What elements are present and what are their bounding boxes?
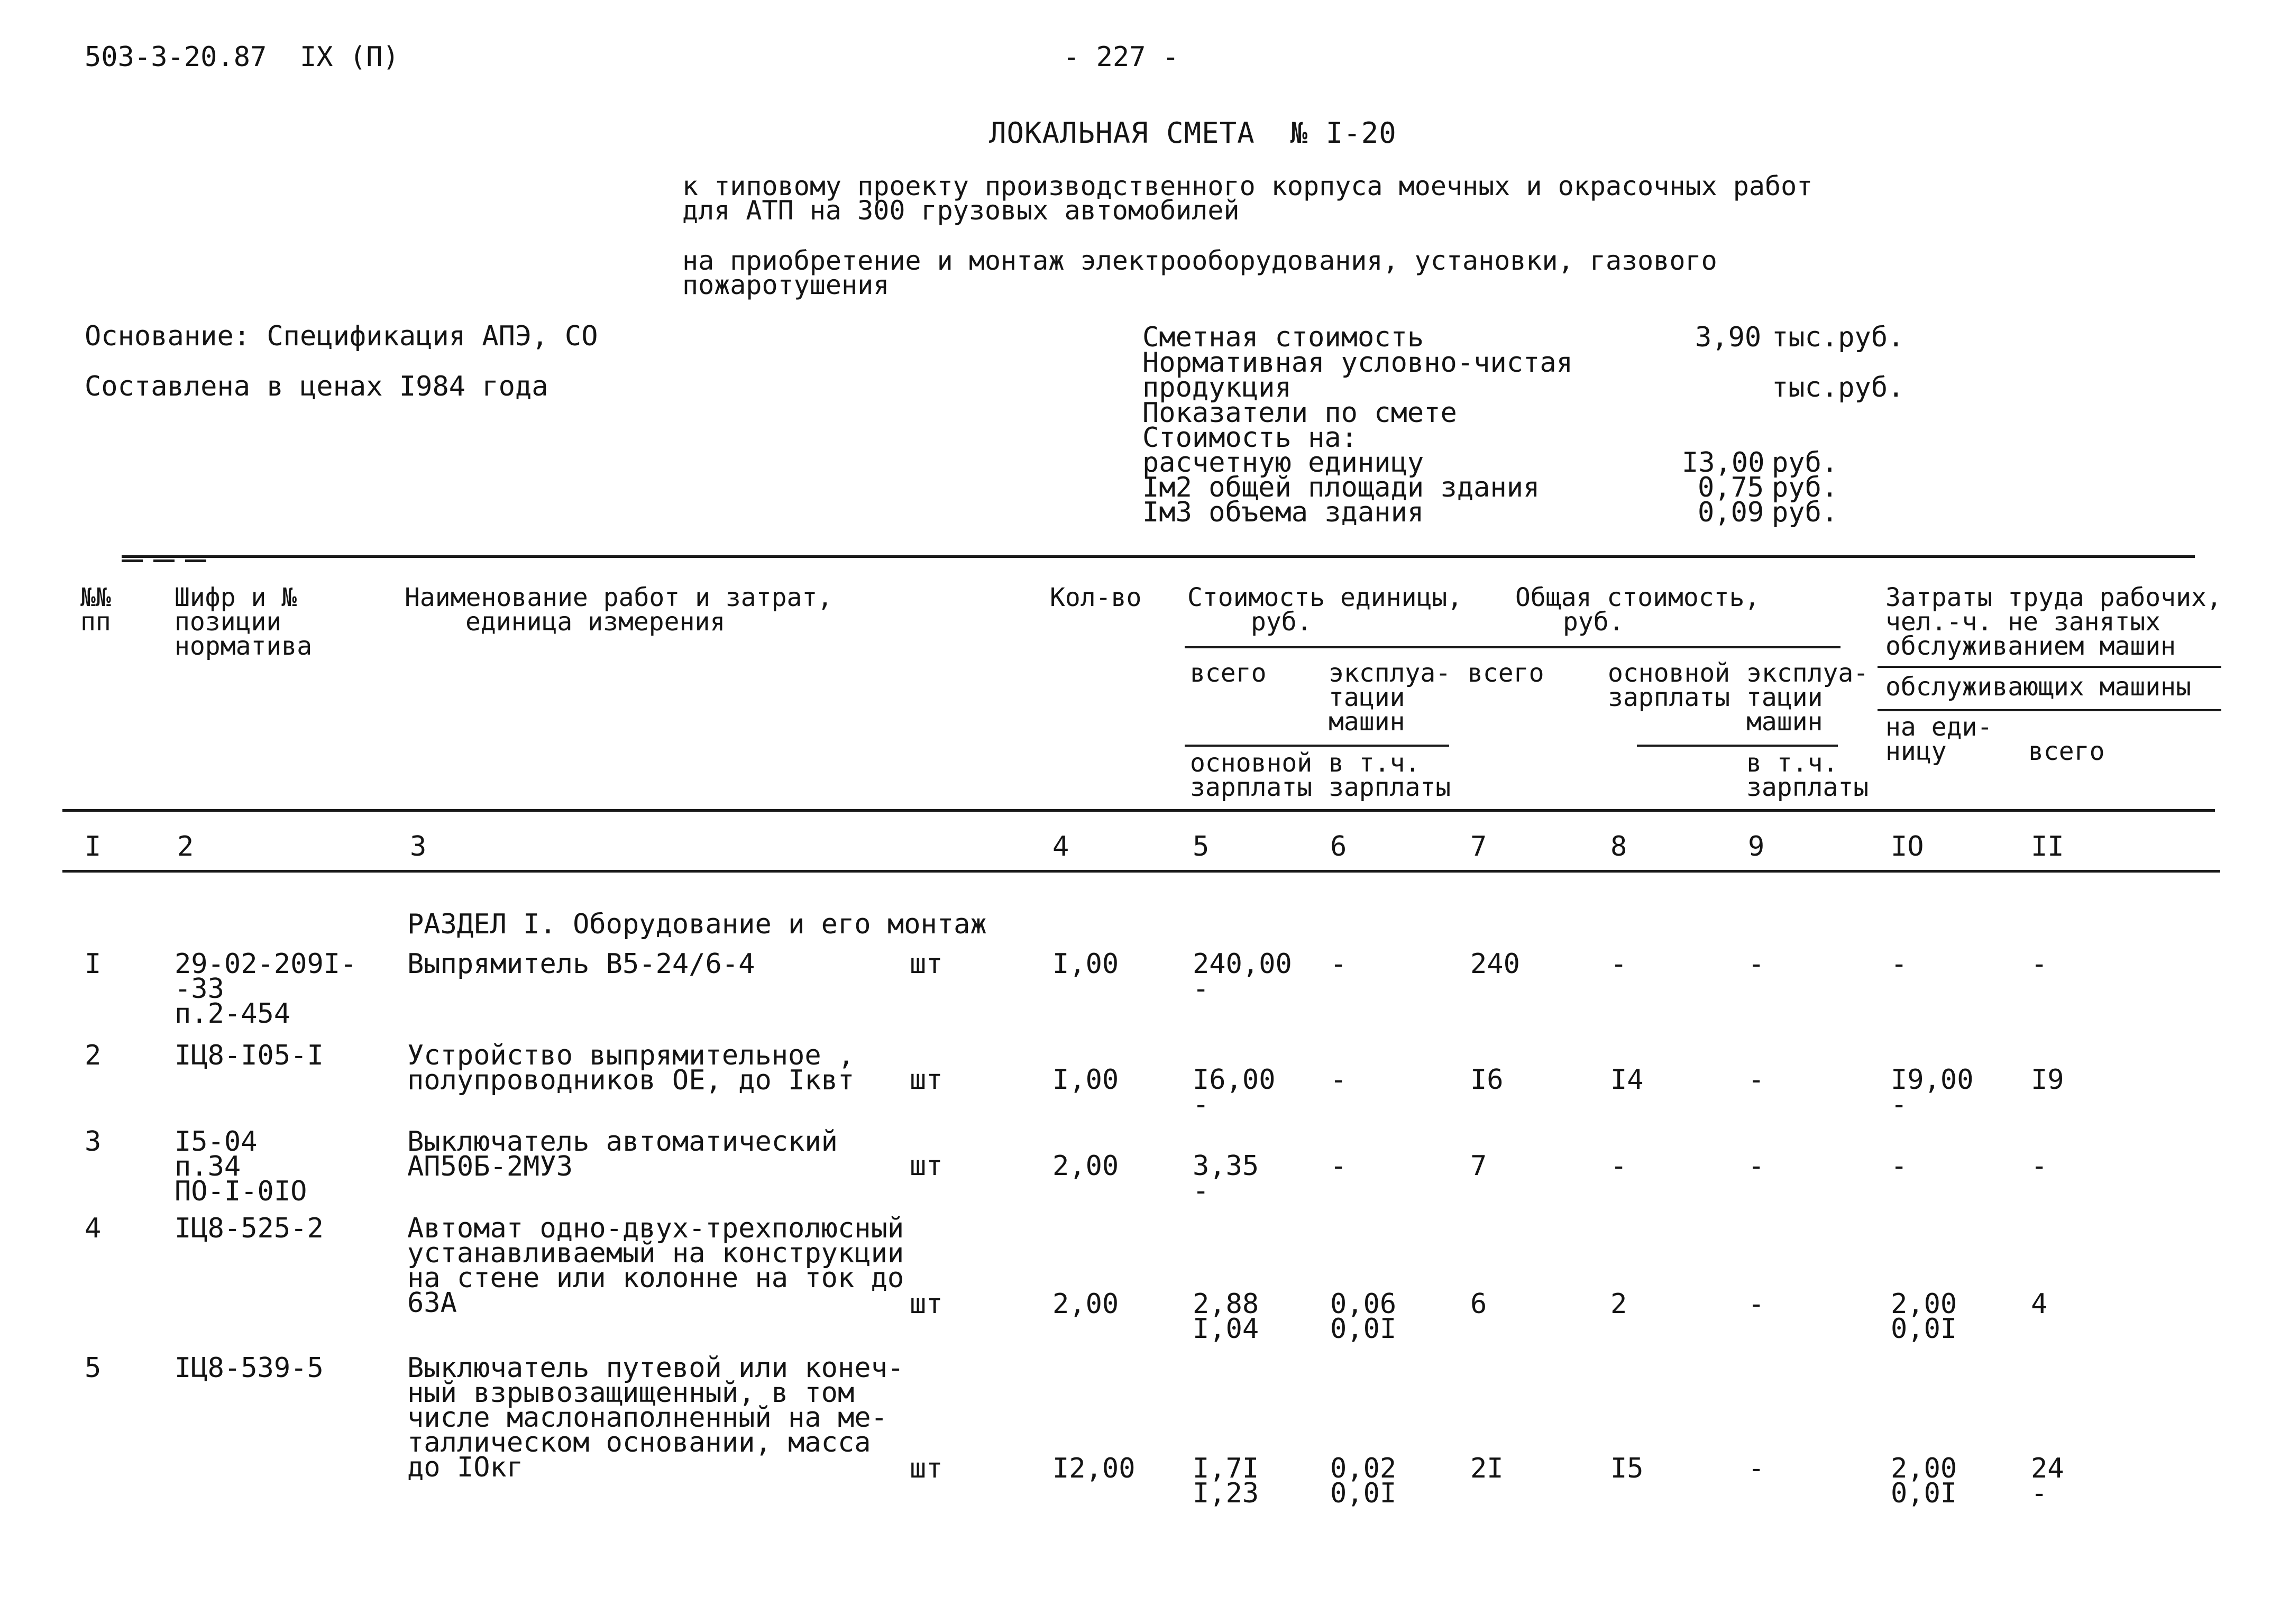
row-number: 2 (85, 1040, 102, 1071)
row-labor-total: I9 (2031, 1064, 2064, 1096)
row-code: IЦ8-I05-I (175, 1040, 324, 1071)
row-unit-cost-wages: - (1193, 1089, 1210, 1121)
row-code: IЦ8-525-2 (175, 1213, 324, 1244)
subtitle-line-3: на приобретение и монтаж электрооборудования, установки, газового (682, 245, 1717, 276)
col4-header: Кол-во (1050, 583, 1142, 612)
col5-top-header: всего (1190, 658, 1267, 688)
row-unit-cost-total: I6,00 (1193, 1064, 1276, 1096)
unit-cost-total-cost-rule (1185, 646, 1841, 648)
row-total-cost: 7 (1470, 1150, 1487, 1182)
unit-cost-header-1: Стоимость единицы, (1187, 583, 1463, 612)
row-number: 4 (85, 1213, 102, 1244)
row-total-cost: I6 (1470, 1064, 1504, 1096)
col3-header-2: единица измерения (465, 607, 726, 637)
per-volume-label: Iм3 объема здания (1142, 497, 1424, 528)
row-name: до IОкг (407, 1452, 524, 1483)
col6-bottom-header-1: в т.ч. (1329, 748, 1421, 778)
col2-header-1: Шифр и № (175, 583, 297, 612)
per-area-value: 0,75 (1698, 472, 1764, 503)
row-name: АП50Б-2МУЗ (407, 1151, 573, 1182)
document-code: 503-3-20.87 IX (П) (85, 41, 399, 73)
row-unit-machine-cost: - (1330, 1064, 1347, 1096)
labor-rule-2 (1878, 709, 2221, 711)
table-top-rule (122, 555, 2195, 558)
total-cost-split-rule (1637, 745, 1838, 747)
col9-top-header-1: эксплуа- (1746, 658, 1869, 688)
column-numbers-rule (62, 870, 2220, 873)
row-code: I5-04 (175, 1126, 258, 1158)
column-number: IO (1891, 831, 1924, 863)
row-total-wages: - (1610, 948, 1627, 980)
col2-header-2: позиции (175, 607, 282, 637)
row-labor-total: - (2031, 948, 2048, 980)
row-code: п.34 (175, 1151, 241, 1182)
row-code: IЦ8-539-5 (175, 1352, 324, 1384)
row-unit: шт (910, 1453, 943, 1484)
row-total-wages: - (1610, 1150, 1627, 1182)
row-labor-total: 24 (2031, 1453, 2064, 1484)
col11-header: всего (2028, 737, 2105, 766)
col3-header-1: Наименование работ и затрат, (405, 583, 833, 612)
labor-rule-1 (1878, 666, 2221, 668)
row-total-wages: I4 (1610, 1064, 1644, 1096)
row-unit-cost-total: 240,00 (1193, 948, 1292, 980)
row-quantity: I,00 (1052, 1064, 1119, 1096)
row-total-machine-cost: - (1748, 1064, 1765, 1096)
row-unit: шт (910, 948, 943, 980)
header-bottom-rule (62, 809, 2215, 812)
column-number: 7 (1470, 831, 1487, 863)
subtitle-line-1: к типовому проекту производственного корпуса моечных и окрасочных работ (682, 171, 1813, 201)
row-unit: шт (910, 1288, 943, 1320)
subtitle-line-4: пожаротушения (682, 270, 890, 300)
row-unit-machine-cost: 0,02 (1330, 1453, 1397, 1484)
row-total-wages: I5 (1610, 1453, 1644, 1484)
row-total-cost: 2I (1470, 1453, 1504, 1484)
row-labor-total-machines: - (2031, 1478, 2048, 1509)
per-volume-unit: руб. (1772, 497, 1838, 528)
col2-header-3: норматива (175, 631, 313, 661)
row-quantity: I2,00 (1052, 1453, 1136, 1484)
row-number: 5 (85, 1352, 102, 1384)
row-labor-per-unit-machines: - (1891, 1089, 1908, 1121)
row-total-machine-cost: - (1748, 1150, 1765, 1182)
col7-top-header: всего (1468, 658, 1544, 688)
row-labor-per-unit: 2,00 (1891, 1453, 1957, 1484)
row-labor-total: 4 (2031, 1288, 2048, 1320)
row-name: числе маслонаполненный на ме- (407, 1402, 887, 1434)
page-number: - 227 - (1063, 41, 1179, 73)
row-labor-per-unit-machines: 0,0I (1891, 1478, 1957, 1509)
col9-top-header-2: тации (1746, 683, 1823, 712)
col9-top-header-3: машин (1746, 707, 1823, 737)
row-name: 63А (407, 1287, 457, 1319)
basis-text: Основание: Спецификация АПЭ, СО (85, 320, 598, 352)
row-labor-per-unit-machines: 0,0I (1891, 1313, 1957, 1345)
column-number: 9 (1748, 831, 1765, 863)
prices-year-text: Составлена в ценах I984 года (85, 371, 548, 402)
col1-header-2: пп (80, 607, 111, 637)
row-name: ный взрывозащищенный, в том (407, 1377, 855, 1409)
normative-unit: тыс.руб. (1772, 372, 1904, 403)
row-unit-machine-cost: - (1330, 1150, 1347, 1182)
row-code: -33 (175, 973, 224, 1005)
row-name: Выключатель автоматический (407, 1126, 838, 1158)
row-unit-cost-wages: - (1193, 1175, 1210, 1207)
row-name: устанавливаемый на конструкции (407, 1237, 904, 1269)
row-unit-machine-wages: 0,0I (1330, 1478, 1397, 1509)
cost-per-label: Стоимость на: (1142, 422, 1358, 454)
col6-bottom-header-2: зарплаты (1329, 773, 1451, 802)
column-number: 5 (1193, 831, 1210, 863)
row-quantity: I,00 (1052, 948, 1119, 980)
row-quantity: 2,00 (1052, 1288, 1119, 1320)
estimated-cost-value: 3,90 (1695, 322, 1762, 353)
per-unit-unit: руб. (1772, 447, 1838, 479)
labor-header-3: обслуживанием машин (1885, 631, 2176, 661)
row-unit-machine-cost: 0,06 (1330, 1288, 1397, 1320)
total-cost-header-1: Общая стоимость, (1515, 583, 1760, 612)
row-number: 3 (85, 1126, 102, 1158)
indicators-label: Показатели по смете (1142, 397, 1457, 429)
row-labor-per-unit: I9,00 (1891, 1064, 1974, 1096)
subtitle-line-2: для АТП на 300 грузовых автомобилей (682, 195, 1240, 226)
row-labor-per-unit: - (1891, 948, 1908, 980)
column-number: 4 (1052, 831, 1069, 863)
row-unit-machine-wages: 0,0I (1330, 1313, 1397, 1345)
column-number: II (2031, 831, 2064, 863)
row-name: Устройство выпрямительное , (407, 1040, 855, 1071)
row-total-machine-cost: - (1748, 948, 1765, 980)
row-name: полупроводников ОЕ, до Iквт (407, 1065, 855, 1096)
estimated-cost-unit: тыс.руб. (1772, 322, 1904, 353)
row-unit-cost-total: I,7I (1193, 1453, 1259, 1484)
col5-bottom-header-1: основной (1190, 748, 1313, 778)
col6-top-header-1: эксплуа- (1329, 658, 1451, 688)
row-unit-cost-wages: I,23 (1193, 1478, 1259, 1509)
row-name: на стене или колонне на ток до (407, 1262, 904, 1294)
section-title: РАЗДЕЛ I. Оборудование и его монтаж (407, 909, 987, 940)
row-quantity: 2,00 (1052, 1150, 1119, 1182)
per-volume-value: 0,09 (1698, 497, 1764, 528)
unit-cost-header-2: руб. (1251, 607, 1312, 637)
row-code: 29-02-209I- (175, 948, 357, 980)
row-total-cost: 6 (1470, 1288, 1487, 1320)
row-unit: шт (910, 1150, 943, 1182)
row-total-machine-cost: - (1748, 1288, 1765, 1320)
col8-top-header-2: зарплаты (1608, 683, 1730, 712)
column-number: 3 (410, 831, 427, 863)
labor-header-2: чел.-ч. не занятых (1885, 607, 2161, 637)
total-cost-header-2: руб. (1563, 607, 1624, 637)
column-number: 8 (1610, 831, 1627, 863)
row-name: Автомат одно-двух-трехполюсный (407, 1213, 904, 1244)
per-area-label: Iм2 общей площади здания (1142, 472, 1540, 503)
row-unit-cost-wages: - (1193, 973, 1210, 1005)
col10-header-2: ницу (1885, 737, 1947, 766)
row-labor-per-unit: - (1891, 1150, 1908, 1182)
per-area-unit: руб. (1772, 472, 1838, 503)
col10-header-1: на еди- (1885, 712, 1993, 742)
normative-label-1: Нормативная условно-чистая (1142, 347, 1573, 379)
row-labor-per-unit: 2,00 (1891, 1288, 1957, 1320)
row-labor-total: - (2031, 1150, 2048, 1182)
labor-header-4: обслуживающих машины (1885, 672, 2191, 702)
row-total-wages: 2 (1610, 1288, 1627, 1320)
col1-header: №№ (80, 583, 111, 612)
row-number: I (85, 948, 102, 980)
row-unit-cost-wages: I,04 (1193, 1313, 1259, 1345)
column-number: I (85, 831, 102, 863)
column-number: 6 (1330, 831, 1347, 863)
row-name: таллическом основании, масса (407, 1427, 871, 1458)
estimated-cost-label: Сметная стоимость (1142, 322, 1424, 353)
per-unit-value: I3,00 (1682, 447, 1765, 479)
col5-bottom-header-2: зарплаты (1190, 773, 1313, 802)
row-name: Выпрямитель В5-24/6-4 (407, 948, 755, 980)
row-unit-cost-total: 3,35 (1193, 1150, 1259, 1182)
unit-cost-split-rule (1185, 745, 1449, 747)
row-unit-cost-total: 2,88 (1193, 1288, 1259, 1320)
col9-bottom-header-1: в т.ч. (1746, 748, 1838, 778)
column-number: 2 (177, 831, 194, 863)
row-total-machine-cost: - (1748, 1453, 1765, 1484)
col6-top-header-2: тации (1329, 683, 1405, 712)
col8-top-header-1: основной (1608, 658, 1730, 688)
normative-label-2: продукция (1142, 372, 1292, 403)
col9-bottom-header-2: зарплаты (1746, 773, 1869, 802)
per-unit-label: расчетную единицу (1142, 447, 1424, 479)
row-code: ПО-I-0IO (175, 1176, 307, 1207)
page-title: ЛОКАЛЬНАЯ СМЕТА № I-20 (989, 116, 1397, 150)
row-total-cost: 240 (1470, 948, 1520, 980)
labor-header-1: Затраты труда рабочих, (1885, 583, 2222, 612)
col6-top-header-3: машин (1329, 707, 1405, 737)
row-name: Выключатель путевой или конеч- (407, 1352, 904, 1384)
row-code: п.2-454 (175, 998, 291, 1030)
row-unit-machine-cost: - (1330, 948, 1347, 980)
row-unit: шт (910, 1064, 943, 1096)
